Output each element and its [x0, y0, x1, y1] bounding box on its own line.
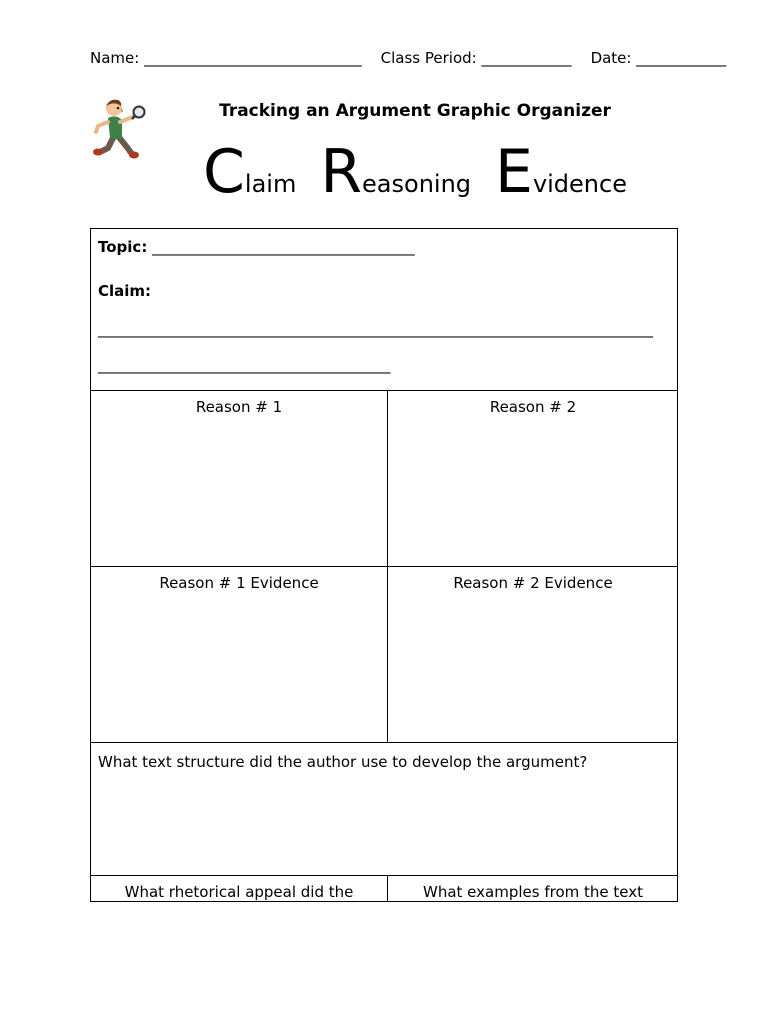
- reason-2-evidence-cell: [388, 567, 678, 742]
- reason-2-cell: [388, 391, 678, 566]
- student-info-line: [90, 46, 727, 70]
- rhetorical-appeal-question: What rhetorical appeal did the: [124, 883, 354, 901]
- reason-1-evidence-cell: [91, 567, 388, 742]
- rhetorical-appeal-cell: [91, 876, 388, 902]
- date-label: Date:: [590, 49, 637, 67]
- worksheet-title: Tracking an Argument Graphic Organizer: [219, 101, 611, 121]
- reason-1-cell: [91, 391, 388, 566]
- name-label: Name:: [90, 49, 145, 67]
- reason-2-heading: Reason # 2: [489, 398, 577, 416]
- evidence-initial: E: [495, 137, 533, 207]
- class-period-label: Class Period:: [380, 49, 482, 67]
- claim-word-rest: laim: [244, 170, 297, 198]
- claim-blank-line-2: _______________________________________: [98, 356, 391, 374]
- detective-mascot-icon: [86, 96, 148, 160]
- reasoning-word-rest: easoning: [362, 170, 472, 198]
- topic-label: Topic:: [98, 238, 148, 256]
- claim-blank-line-1: __________________________________________________________________________: [98, 320, 653, 338]
- text-structure-section: [91, 743, 677, 876]
- claim-reasoning-evidence-heading: [150, 136, 680, 208]
- date-blank: ____________: [636, 49, 727, 67]
- class-period-blank: ____________: [481, 49, 572, 67]
- organizer-table: [90, 228, 678, 902]
- reasoning-initial: R: [320, 137, 363, 207]
- bottom-questions-row: [91, 876, 677, 902]
- reasons-row: [91, 391, 677, 567]
- claim-initial: C: [203, 137, 245, 207]
- evidence-word-rest: vidence: [532, 170, 627, 198]
- name-blank: _____________________________: [144, 49, 362, 67]
- reason-1-evidence-heading: Reason # 1 Evidence: [159, 574, 319, 592]
- text-examples-cell: [388, 876, 678, 902]
- topic-claim-section: [91, 229, 677, 391]
- reason-1-heading: Reason # 1: [195, 398, 283, 416]
- text-examples-question: What examples from the text: [423, 883, 643, 901]
- topic-blank: ___________________________________: [152, 238, 415, 256]
- text-structure-question: What text structure did the author use to develop the argument?: [98, 753, 588, 771]
- evidence-row: [91, 567, 677, 743]
- claim-label: Claim:: [98, 282, 152, 300]
- topic-line: [98, 237, 415, 257]
- reason-2-evidence-heading: Reason # 2 Evidence: [453, 574, 613, 592]
